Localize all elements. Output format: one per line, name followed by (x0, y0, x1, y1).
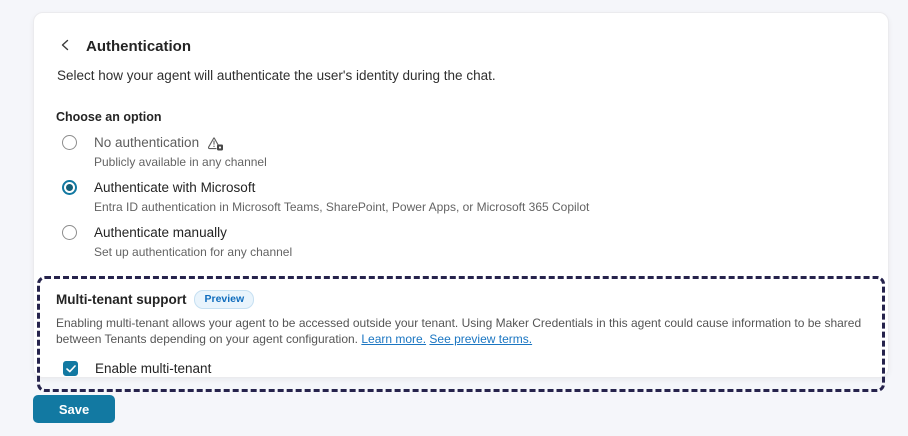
radio-selected-icon[interactable] (62, 180, 77, 195)
option-description: Entra ID authentication in Microsoft Teams, SharePoint, Power Apps, or Microsoft 365 Copilot (94, 200, 590, 214)
option-description: Publicly available in any channel (94, 155, 267, 169)
checkbox-checked-icon[interactable] (63, 361, 78, 376)
option-description: Set up authentication for any channel (94, 245, 293, 259)
multi-tenant-title: Multi-tenant support (56, 292, 187, 307)
radio-no-authentication[interactable] (62, 135, 866, 150)
chevron-left-icon (59, 39, 71, 54)
option-authenticate-with-microsoft (56, 180, 866, 214)
page-title: Authentication (86, 37, 191, 55)
option-label: No authentication (94, 135, 224, 150)
multi-tenant-section (37, 276, 885, 392)
warning-shield-icon (207, 136, 224, 151)
enable-multi-tenant-row[interactable] (63, 361, 866, 376)
option-label: Authenticate with Microsoft (94, 180, 256, 195)
panel-header (56, 37, 866, 55)
see-preview-terms-link[interactable]: See preview terms. (429, 331, 533, 346)
preview-badge: Preview (194, 290, 254, 309)
option-label: Authenticate manually (94, 225, 227, 240)
back-button[interactable] (56, 37, 74, 55)
options-group-label: Choose an option (56, 110, 162, 124)
save-button[interactable]: Save (33, 395, 115, 423)
multi-tenant-header (56, 290, 866, 309)
option-no-authentication (56, 135, 866, 169)
learn-more-link[interactable]: Learn more. (361, 331, 427, 346)
radio-unselected-icon[interactable] (62, 135, 77, 150)
radio-unselected-icon[interactable] (62, 225, 77, 240)
panel-subtitle: Select how your agent will authenticate the user's identity during the chat. (57, 68, 496, 83)
radio-authenticate-with-microsoft[interactable] (62, 180, 866, 195)
radio-authenticate-manually[interactable] (62, 225, 866, 240)
multi-tenant-description (56, 316, 866, 347)
authentication-panel (33, 12, 889, 378)
multi-tenant-description-text: Enabling multi-tenant allows your agent to be accessed outside your tenant. Using Maker Credentials in this agent could cause information to be shared between Tenants depending on your agent configuration. (56, 316, 862, 346)
enable-multi-tenant-label: Enable multi-tenant (95, 361, 212, 377)
option-authenticate-manually (56, 225, 866, 259)
